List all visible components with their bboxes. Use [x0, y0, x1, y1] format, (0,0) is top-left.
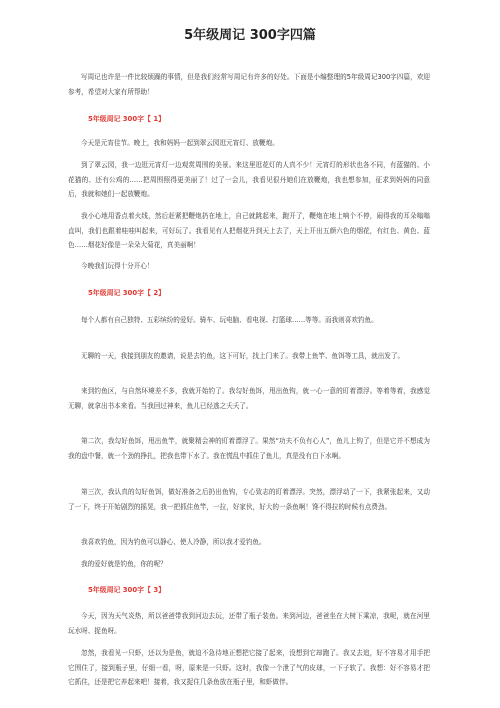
paragraph: 我小心地用香点着火线，然后赶紧把鞭炮扔在地上，自己就跳起来，跑开了，鞭炮在地上响个不停，闹得我的耳朵嗡嗡直叫，我们也跟着哇哇叫起来，可好玩了。我看见有人把烟花升到天上去了，天上开出五颜六色的烟花，有红色、黄色、蓝色……烟花好像是一朵朵大菊花，真美丽啊！: [68, 212, 430, 249]
paragraph: 无聊的一天，我接到朋友的邀请，说是去钓鱼，这下可好，找上门来了。我带上鱼竿、鱼饵等工具，就出发了。: [81, 352, 405, 360]
paragraph: 每个人都有自己独特、五彩缤纷的爱好。骑车、玩电脑、看电视、打篮球……等等。而我则喜欢钓鱼。: [81, 316, 378, 324]
paragraph: 忽然，我看见一只虾，还以为是鱼，就迫不急待地正想把它接了起来，没想到它却跑了。我又去追，好不容易才用手把它围住了，接到瓶子里，仔细一看，呀，原来是一只虾。这时，我像一个泄了气的皮球，一下子软了。我想：好不容易才把它抓住，还是把它养起来吧！接着，我又捉住几条鱼放在瓶子里，和虾做伴。: [68, 649, 430, 686]
section-heading-3: 5年级周记 300字【 3】: [88, 586, 166, 594]
paragraph: 到了翠云园，我一边逛元宵灯一边观赏周围的美景。来这里逛花灯的人真不少！元宵灯的形状也各不同，有蓝猫的、小花猫的、还有公鸡的……把周围照得更美丽了！过了一会儿，我看见很丹她们在放鞭炮，我也想参加，征求到妈妈的同意后，我就和她们一起放鞭炮。: [68, 161, 430, 198]
paragraph: 今天是元宵佳节。晚上，我和妈妈一起到翠云园逛元宵灯、放鞭炮。: [81, 139, 279, 147]
intro-paragraph: 写周记也许是一件比较烦躁的事情，但是我们经常写周记有许多的好处。下面是小编整理的5年级周记300字四篇，欢迎参考，希望对大家有所帮助！: [68, 73, 430, 96]
paragraph: 来到钓鱼区，与自然环境差不多，我就开始钓了。我勾好鱼饵，甩出鱼钩，就一心一意的盯着漂浮。等着等着，我感觉无聊，就拿出书本来看。当我回过神来，鱼儿已经逃之夭夭了。: [68, 387, 430, 410]
paragraph: 我的爱好就是钓鱼，你的呢？: [81, 560, 167, 568]
paragraph: 我喜欢钓鱼，因为钓鱼可以静心、使人冷静，所以我才爱钓鱼。: [81, 538, 266, 546]
paragraph: 今晚我们玩得十分开心！: [81, 262, 154, 270]
paragraph: 第三次，我认真的勾好鱼饵，做好准备之后扔出鱼钩，专心致志的盯着漂浮。突然，漂浮动了一下，我紧张起来，又动了一下，终于开始剧烈的摇晃，我一把抓住鱼竿，一拉，好家伙，好大的一条鱼啊！馋不得拉的时候有点费劲。: [68, 488, 430, 511]
section-heading-1: 5年级周记 300字【 1】: [88, 115, 166, 123]
section-heading-2: 5年级周记 300字【 2】: [88, 289, 166, 297]
paragraph: 第二次，我勾好鱼饵，甩出鱼竿，就聚精会神的盯着漂浮了。果然“功夫不负有心人”，鱼儿上钩了，但是它并不想成为我的盘中餐，就一个劲的挣扎，把我也带下水了。我在慌乱中抓住了鱼儿，真是没有白下水啊。: [68, 437, 430, 460]
paragraph: 今天，因为天气炎热，所以爸爸带我到河边去玩，还带了瓶子装鱼。来到河边，爸爸坐在大树下乘凉，我呢，就在河里玩水呀、捉鱼呀。: [68, 612, 430, 635]
document-title: 5年级周记 300字四篇: [184, 28, 316, 43]
